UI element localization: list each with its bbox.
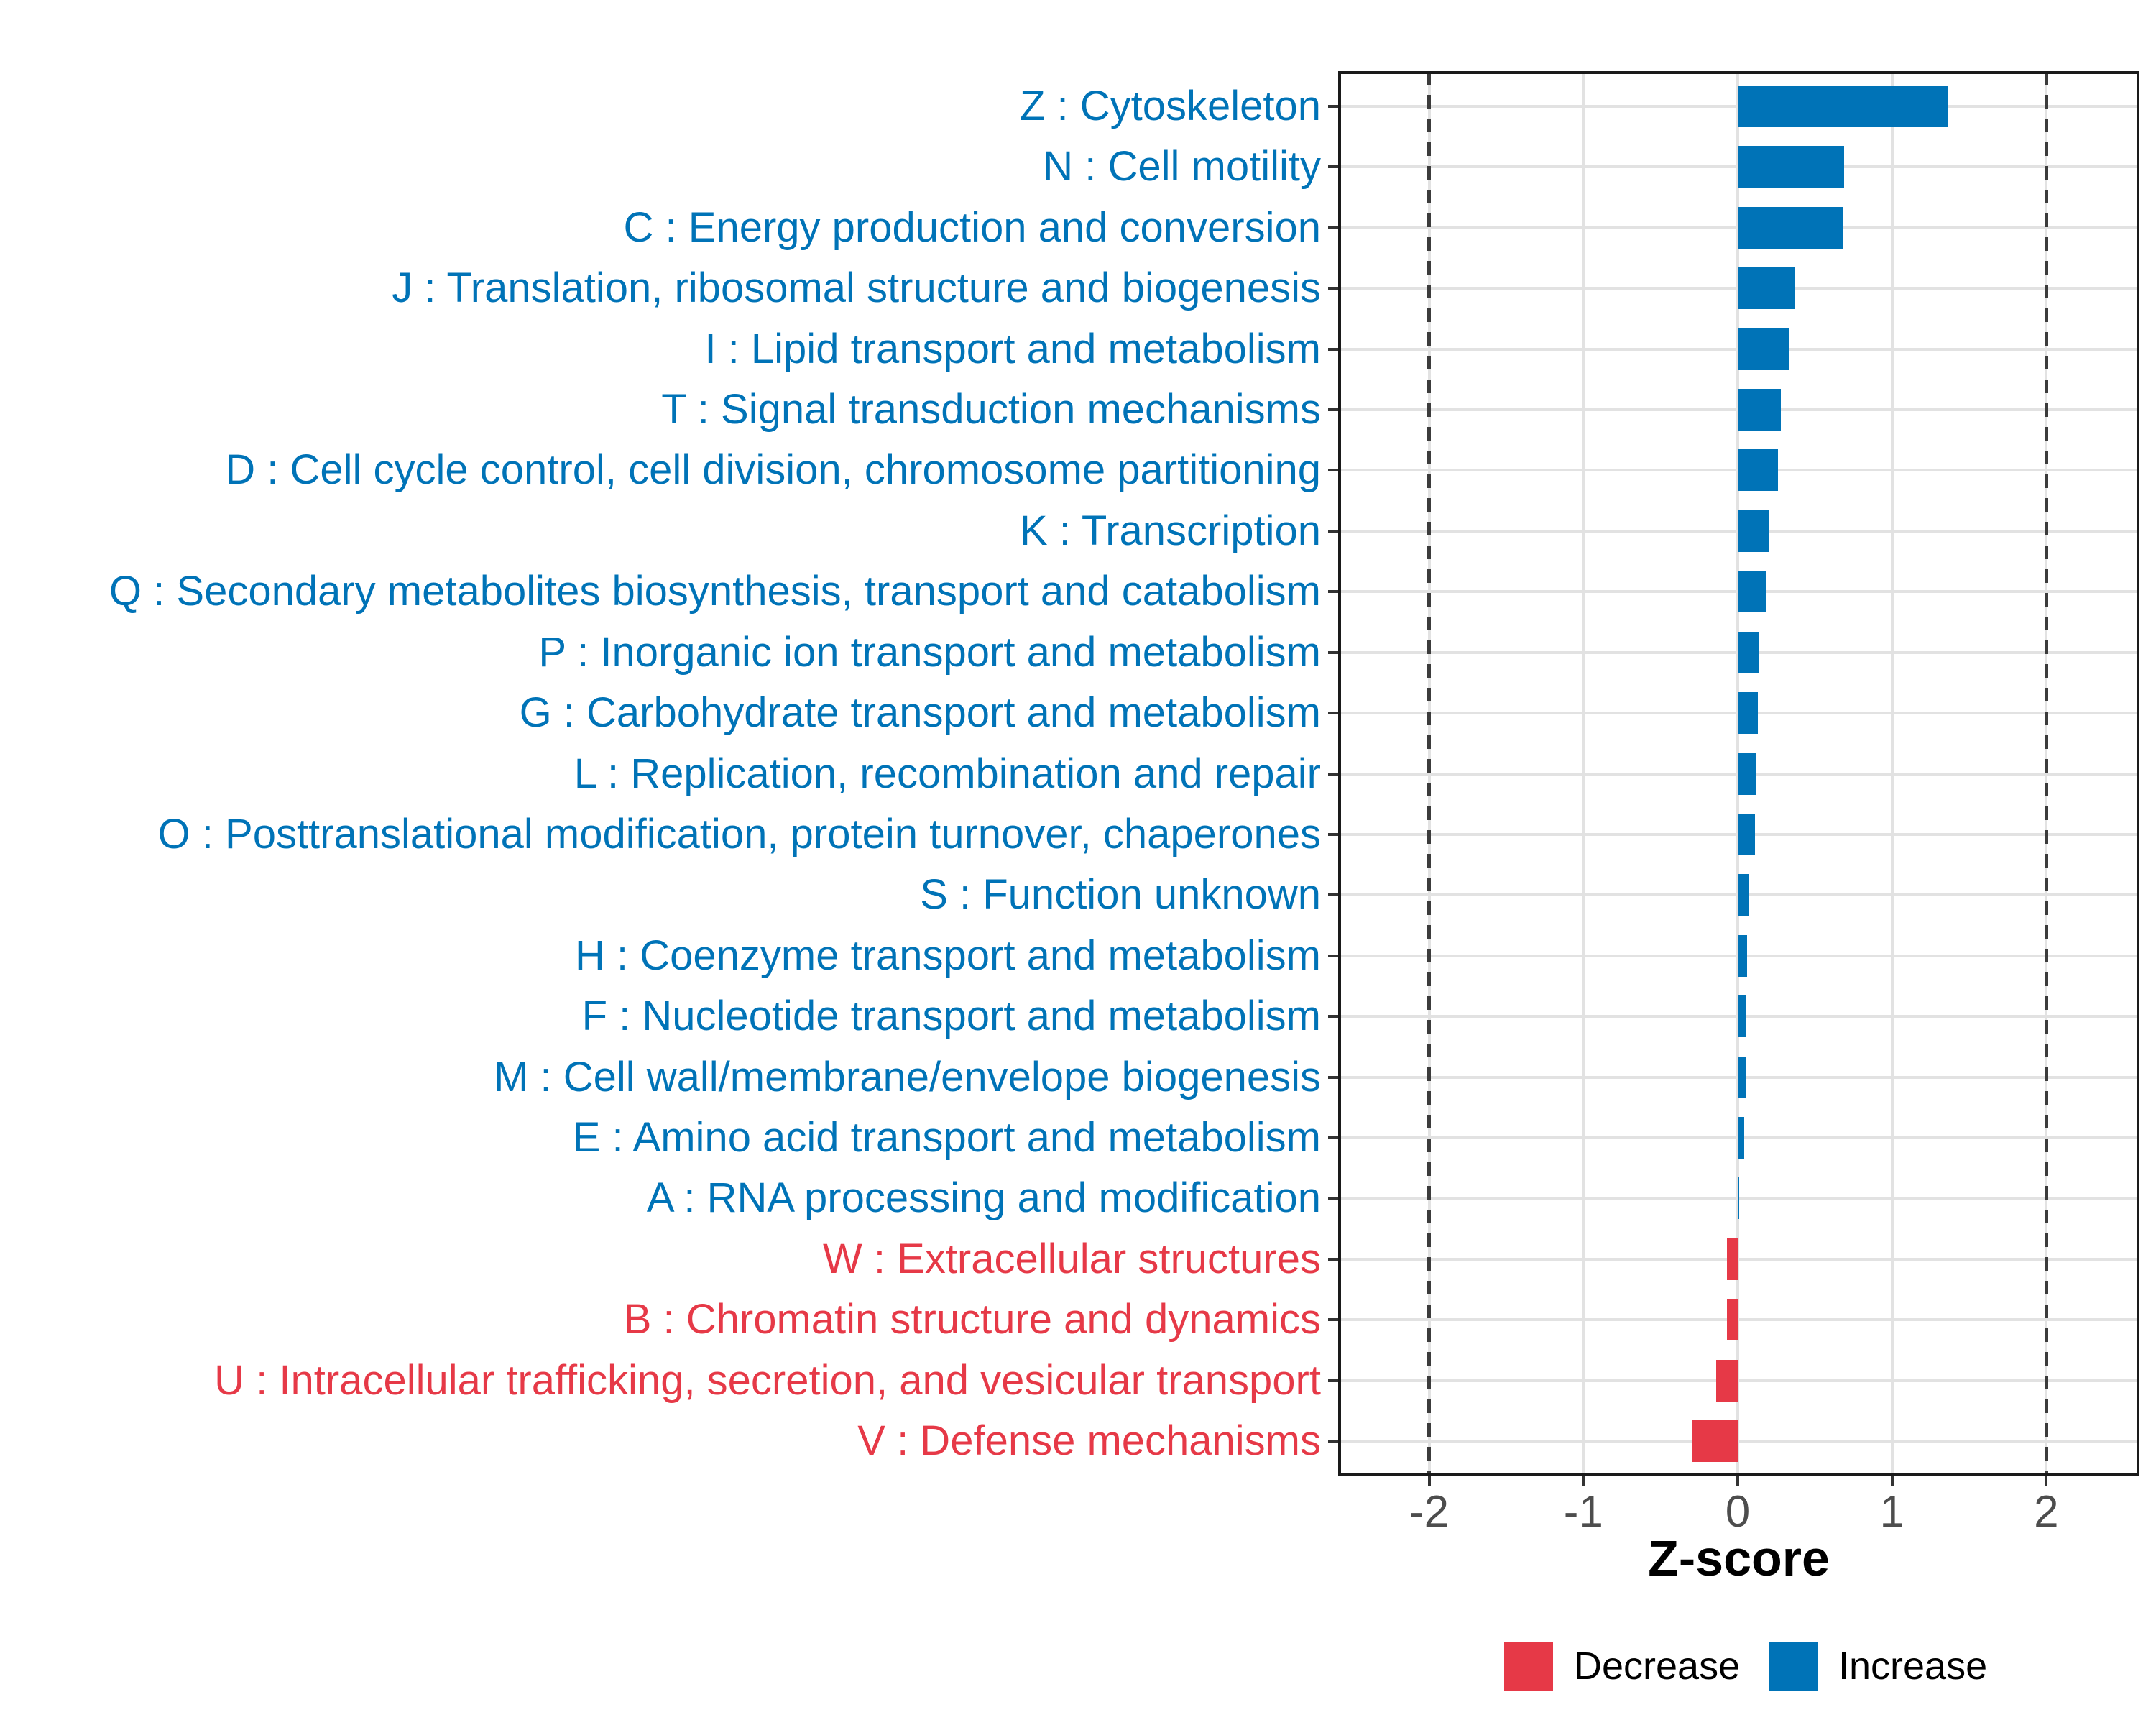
y-axis-tick	[1328, 530, 1338, 533]
y-axis-tick	[1328, 1197, 1338, 1200]
y-axis-tick	[1328, 1318, 1338, 1321]
category-label-T: T : Signal transduction mechanisms	[661, 386, 1321, 433]
category-label-B: B : Chromatin structure and dynamics	[623, 1296, 1321, 1343]
category-label-E: E : Amino acid transport and metabolism	[572, 1113, 1321, 1161]
x-tick-label: -1	[1563, 1487, 1603, 1537]
category-label-D: D : Cell cycle control, cell division, chromosome partitioning	[225, 446, 1321, 494]
y-axis-tick	[1328, 408, 1338, 411]
category-label-Q: Q : Secondary metabolites biosynthesis, transport and catabolism	[109, 568, 1321, 615]
y-axis-tick	[1328, 1136, 1338, 1139]
x-axis-title: Z-score	[1648, 1530, 1830, 1586]
y-axis-tick	[1328, 105, 1338, 108]
x-tick-label: 0	[1725, 1487, 1751, 1537]
y-axis-tick	[1328, 1440, 1338, 1443]
y-axis-tick	[1328, 1379, 1338, 1382]
x-tick-label: -2	[1409, 1487, 1450, 1537]
y-axis-tick	[1328, 469, 1338, 472]
plot-panel	[1338, 71, 2139, 1476]
legend-label-increase: Increase	[1838, 1644, 1988, 1688]
category-label-G: G : Carbohydrate transport and metabolism	[519, 689, 1321, 737]
category-label-U: U : Intracellular trafficking, secretion, and vesicular transport	[214, 1356, 1321, 1404]
x-axis-tick	[1891, 1476, 1894, 1486]
category-label-M: M : Cell wall/membrane/envelope biogenesis	[494, 1053, 1321, 1100]
legend-key-increase-swatch	[1769, 1642, 1818, 1690]
y-axis-tick	[1328, 287, 1338, 290]
y-axis-tick	[1328, 348, 1338, 351]
x-axis-tick	[1582, 1476, 1585, 1486]
x-axis-tick	[1428, 1476, 1431, 1486]
x-tick-label: 2	[2034, 1487, 2059, 1537]
x-tick-label: 1	[1879, 1487, 1904, 1537]
legend-key-decrease-swatch	[1504, 1642, 1553, 1690]
category-label-A: A : RNA processing and modification	[646, 1174, 1321, 1222]
category-label-O: O : Posttranslational modification, protein turnover, chaperones	[157, 810, 1321, 857]
category-label-L: L : Replication, recombination and repair	[573, 750, 1321, 797]
y-axis-tick	[1328, 1076, 1338, 1079]
category-label-P: P : Inorganic ion transport and metabolism	[538, 628, 1321, 676]
category-label-C: C : Energy production and conversion	[623, 203, 1321, 251]
category-label-I: I : Lipid transport and metabolism	[704, 325, 1321, 372]
x-axis-tick	[1736, 1476, 1739, 1486]
category-label-S: S : Function unknown	[920, 871, 1321, 919]
y-axis-tick	[1328, 226, 1338, 229]
category-label-H: H : Coenzyme transport and metabolism	[575, 932, 1321, 979]
y-axis-tick	[1328, 1258, 1338, 1261]
category-label-Z: Z : Cytoskeleton	[1019, 83, 1321, 129]
y-axis-tick	[1328, 651, 1338, 654]
y-axis-tick	[1328, 773, 1338, 776]
category-label-J: J : Translation, ribosomal structure and biogenesis	[392, 264, 1321, 312]
y-axis-tick	[1328, 893, 1338, 896]
x-axis-tick	[2045, 1476, 2047, 1486]
y-axis-tick	[1328, 590, 1338, 593]
y-axis-tick	[1328, 1015, 1338, 1018]
category-label-F: F : Nucleotide transport and metabolism	[581, 993, 1321, 1040]
y-axis-tick	[1328, 165, 1338, 168]
category-label-N: N : Cell motility	[1043, 143, 1321, 190]
category-label-V: V : Defense mechanisms	[857, 1417, 1321, 1465]
y-axis-tick	[1328, 712, 1338, 714]
legend-label-decrease: Decrease	[1574, 1644, 1741, 1688]
category-label-W: W : Extracellular structures	[823, 1235, 1321, 1282]
y-axis-tick	[1328, 954, 1338, 957]
y-axis-tick	[1328, 833, 1338, 836]
category-label-K: K : Transcription	[1019, 507, 1321, 554]
